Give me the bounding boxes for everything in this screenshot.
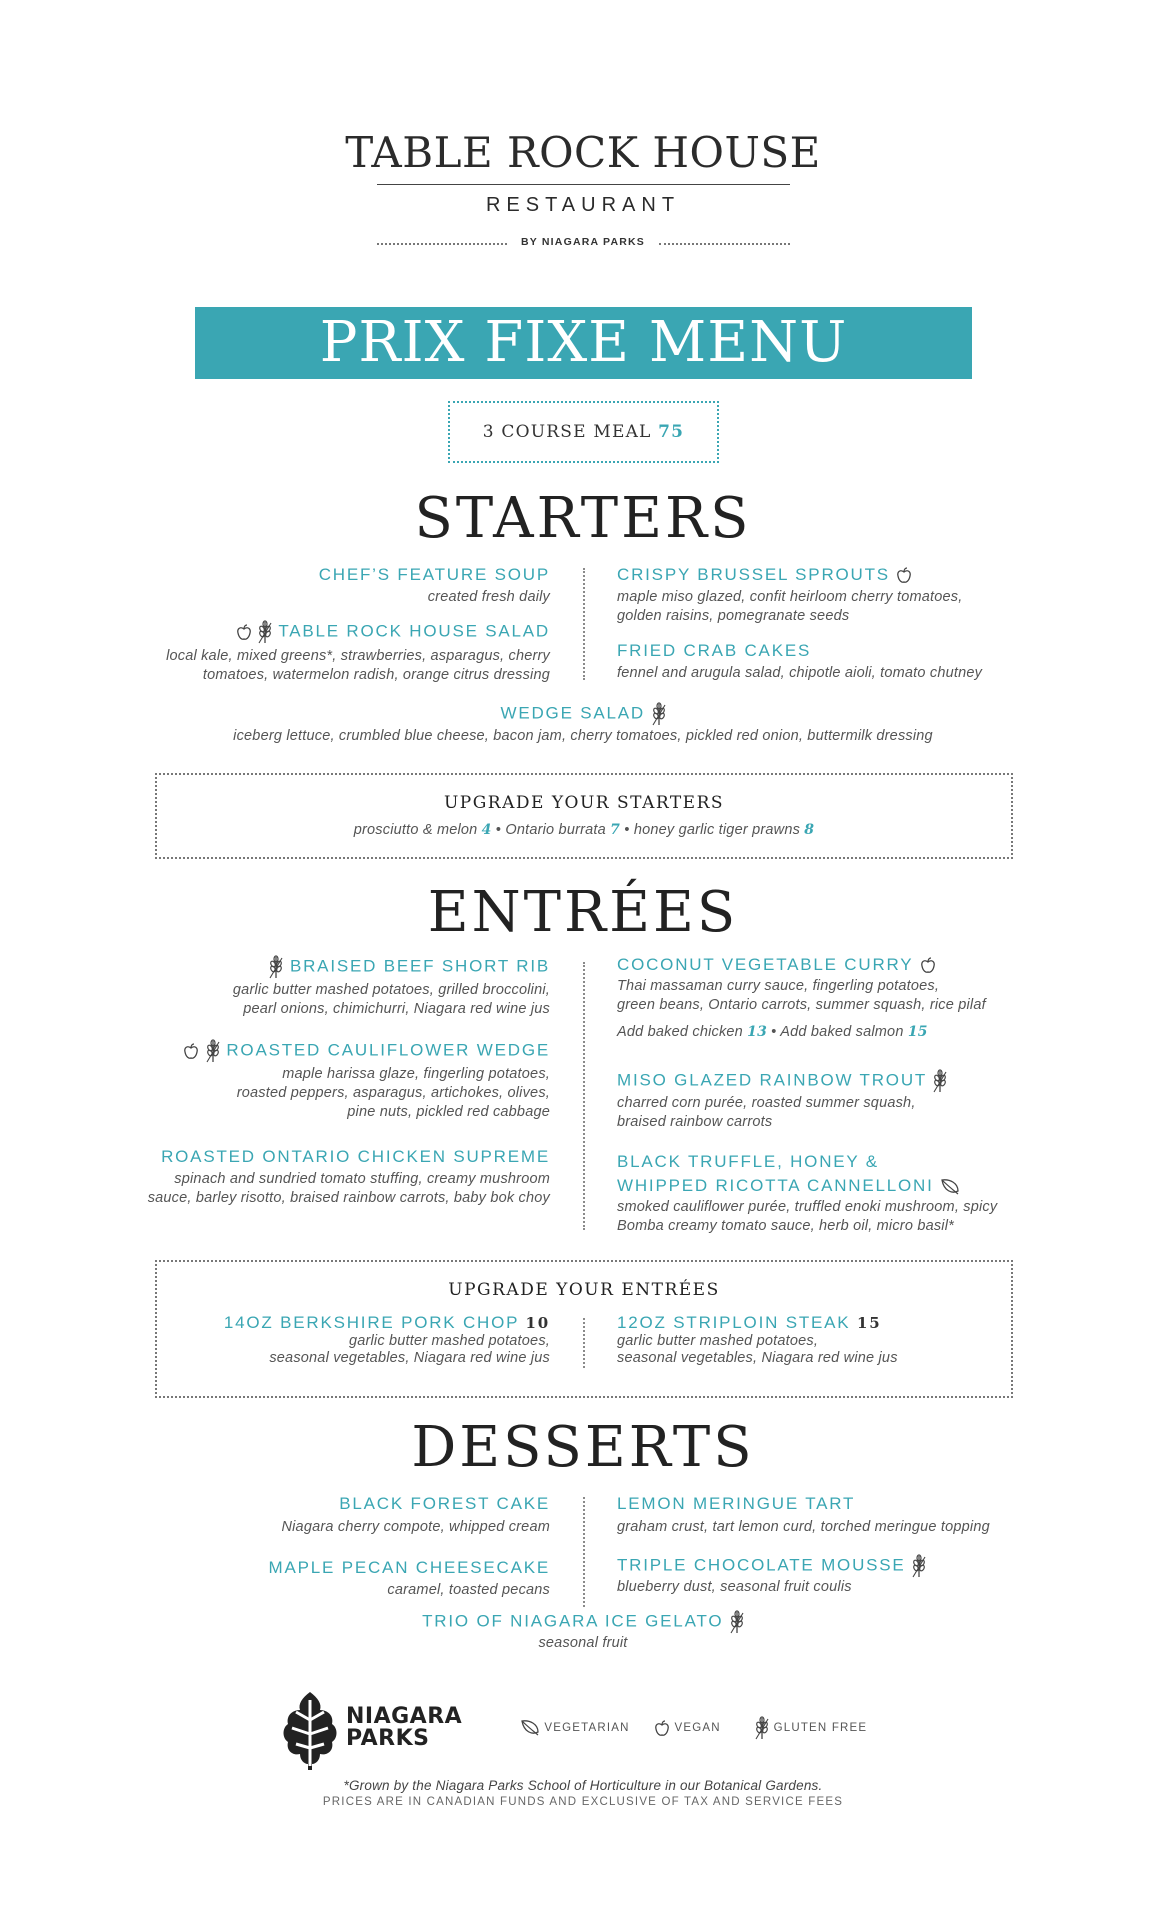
legend-label: GLUTEN FREE <box>773 1722 868 1735</box>
starters-divider <box>583 568 585 680</box>
restaurant-name: TABLE ROCK HOUSE <box>345 128 821 177</box>
upgrade-item-price: 8 <box>804 822 815 838</box>
item-desc-line: garlic butter mashed potatoes, grilled broccolini, <box>232 982 550 998</box>
legend-label: VEGETARIAN <box>544 1722 630 1735</box>
separator: • <box>495 822 502 838</box>
item-price: 10 <box>525 1314 550 1332</box>
item-name: 14OZ BERKSHIRE PORK CHOP <box>223 1313 519 1332</box>
dessert-black-forest <box>60 1494 550 1537</box>
upgrade-starters-title: UPGRADE YOUR STARTERS <box>443 793 725 813</box>
entrees-title: ENTRÉES <box>427 880 739 945</box>
item-desc-line: pine nuts, pickled red cabbage <box>347 1104 550 1120</box>
prices-note: PRICES ARE IN CANADIAN FUNDS AND EXCLUSIVE OF TAX AND SERVICE FEES <box>322 1796 844 1808</box>
item-name: MISO GLAZED RAINBOW TROUT <box>617 1070 927 1090</box>
logo-text-line1: NIAGARA <box>346 1704 463 1729</box>
item-desc-line: Thai massaman curry sauce, fingerling potatoes, <box>617 978 940 994</box>
vegan-icon <box>920 957 936 974</box>
legend-label: VEGAN <box>674 1722 721 1735</box>
upgrade-item-name: prosciutto & melon <box>353 822 478 838</box>
item-name: ROASTED CAULIFLOWER WEDGE <box>226 1040 550 1060</box>
item-desc-line: maple harissa glaze, fingerling potatoes, <box>282 1066 550 1082</box>
item-name: LEMON MERINGUE TART <box>617 1494 856 1513</box>
item-price: 15 <box>856 1314 882 1332</box>
starter-brussel-sprouts <box>617 565 1117 626</box>
entree-short-rib <box>60 955 550 1019</box>
item-name: FRIED CRAB CAKES <box>617 641 812 660</box>
upgrade-entrees-title: UPGRADE YOUR ENTRÉES <box>448 1280 720 1300</box>
entrees-divider <box>583 962 585 1230</box>
item-name: 12OZ STRIPLOIN STEAK <box>617 1313 851 1332</box>
item-desc-line: sauce, barley risotto, braised rainbow carrots, baby bok choy <box>147 1190 550 1206</box>
item-desc-line: golden raisins, pomegranate seeds <box>617 608 850 624</box>
logo-text-line2: PARKS <box>346 1726 430 1751</box>
starter-chefs-soup <box>60 565 550 607</box>
course-meal-text <box>450 403 717 461</box>
item-desc: caramel, toasted pecans <box>387 1582 550 1598</box>
vegan-icon <box>236 624 252 641</box>
upgrade-item-name: Ontario burrata <box>505 822 606 838</box>
gluten-free-icon <box>755 1716 769 1740</box>
item-name: TRIO OF NIAGARA ICE GELATO <box>422 1611 724 1631</box>
gluten-free-icon <box>206 1039 220 1063</box>
entree-cauliflower-wedge <box>60 1039 550 1122</box>
item-desc-line: roasted peppers, asparagus, artichokes, olives, <box>236 1085 550 1101</box>
upgrade-item-price: 7 <box>610 822 621 838</box>
upgrade-starters-items <box>157 821 1011 840</box>
by-line-dots-left <box>377 243 507 245</box>
addon-price: 13 <box>747 1024 768 1040</box>
desserts-divider <box>583 1497 585 1607</box>
by-line: BY NIAGARA PARKS <box>520 236 645 248</box>
item-name: MAPLE PECAN CHEESECAKE <box>268 1558 550 1577</box>
item-name: COCONUT VEGETABLE CURRY <box>617 955 914 974</box>
gluten-free-icon <box>269 955 283 979</box>
item-name: BLACK FOREST CAKE <box>339 1494 550 1513</box>
item-name: TRIPLE CHOCOLATE MOUSSE <box>617 1555 906 1575</box>
upgrade-entrees-divider <box>583 1318 585 1368</box>
separator: • <box>624 822 630 838</box>
item-desc-line: Bomba creamy tomato sauce, herb oil, micro basil* <box>617 1218 954 1234</box>
horticulture-note: *Grown by the Niagara Parks School of Horticulture in our Botanical Gardens. <box>343 1778 823 1793</box>
item-name: ROASTED ONTARIO CHICKEN SUPREME <box>161 1147 550 1166</box>
vegetarian-icon <box>520 1719 540 1737</box>
item-desc-line: maple miso glazed, confit heirloom cherry tomatoes, <box>617 589 963 605</box>
starter-crab-cakes <box>617 641 1137 683</box>
starter-wedge-salad <box>0 702 1166 746</box>
gluten-free-icon <box>258 620 272 644</box>
vegetarian-icon <box>940 1178 960 1196</box>
upgrade-starters-box <box>155 773 1013 859</box>
addon-label: Add baked salmon <box>780 1024 904 1040</box>
gluten-free-icon <box>730 1610 744 1634</box>
course-meal-box <box>448 401 719 463</box>
upgrade-pork-chop <box>160 1313 550 1367</box>
dessert-gelato <box>0 1610 1166 1653</box>
vegan-icon <box>183 1043 199 1060</box>
item-name: WEDGE SALAD <box>500 703 645 723</box>
item-name: TABLE ROCK HOUSE SALAD <box>278 621 550 641</box>
item-desc-line: charred corn purée, roasted summer squash, <box>617 1095 916 1111</box>
item-desc-line: smoked cauliflower purée, truffled enoki mushroom, spicy <box>617 1199 998 1215</box>
niagara-parks-logo <box>280 1690 480 1770</box>
item-desc: Niagara cherry compote, whipped cream <box>281 1519 550 1535</box>
upgrade-item-name: honey garlic tiger prawns <box>633 822 801 838</box>
item-desc-line: braised rainbow carrots <box>617 1114 773 1130</box>
item-desc-line: garlic butter mashed potatoes, <box>348 1333 550 1349</box>
dessert-lemon-tart <box>617 1494 1147 1537</box>
by-line-dots-right <box>659 243 790 245</box>
item-desc: created fresh daily <box>427 589 550 605</box>
dietary-legend <box>520 1716 867 1740</box>
gluten-free-icon <box>652 702 666 726</box>
gluten-free-icon <box>912 1554 926 1578</box>
addon-label: Add baked chicken <box>617 1024 743 1040</box>
vegan-icon <box>896 567 912 584</box>
addon-price: 15 <box>907 1024 928 1040</box>
item-desc-line: garlic butter mashed potatoes, <box>617 1333 819 1349</box>
item-desc-line: green beans, Ontario carrots, summer squash, rice pilaf <box>617 997 986 1013</box>
item-name: CHEF’S FEATURE SOUP <box>318 565 550 584</box>
upgrade-item-price: 4 <box>481 822 492 838</box>
item-name: BRAISED BEEF SHORT RIB <box>289 956 550 976</box>
desserts-title: DESSERTS <box>411 1415 755 1480</box>
dessert-maple-cheesecake <box>60 1558 550 1600</box>
starters-title: STARTERS <box>414 486 752 551</box>
banner-title: PRIX FIXE MENU <box>319 310 848 375</box>
vegan-icon <box>654 1720 670 1737</box>
restaurant-subtitle: RESTAURANT <box>485 194 681 216</box>
entree-coconut-curry <box>617 955 1137 1042</box>
item-desc: graham crust, tart lemon curd, torched meringue topping <box>617 1519 990 1535</box>
entree-chicken-supreme <box>40 1147 550 1208</box>
item-desc: blueberry dust, seasonal fruit coulis <box>617 1579 852 1595</box>
item-desc: fennel and arugula salad, chipotle aioli, tomato chutney <box>617 665 983 681</box>
header-rule <box>377 184 790 185</box>
upgrade-striploin <box>617 1313 1007 1367</box>
item-desc: iceberg lettuce, crumbled blue cheese, bacon jam, cherry tomatoes, pickled red onion, buttermilk dressing <box>233 728 933 744</box>
prix-fixe-banner <box>195 307 972 379</box>
item-desc: seasonal fruit <box>538 1635 628 1651</box>
course-meal-price: 75 <box>658 422 685 442</box>
item-desc-line: local kale, mixed greens*, strawberries, asparagus, cherry <box>166 648 550 664</box>
starter-table-rock-salad <box>60 620 550 685</box>
entree-cannelloni <box>617 1152 1137 1236</box>
separator: • <box>771 1024 777 1040</box>
gluten-free-icon <box>933 1069 947 1093</box>
item-desc-line: seasonal vegetables, Niagara red wine jus <box>269 1350 550 1366</box>
item-desc-line: spinach and sundried tomato stuffing, creamy mushroom <box>174 1171 550 1187</box>
curry-addons <box>617 1023 1137 1042</box>
item-name-line: BLACK TRUFFLE, HONEY & <box>617 1152 879 1171</box>
item-desc-line: tomatoes, watermelon radish, orange citrus dressing <box>202 667 550 683</box>
course-meal-label: 3 COURSE MEAL <box>482 422 652 442</box>
entree-rainbow-trout <box>617 1069 1117 1132</box>
dessert-chocolate-mousse <box>617 1554 1117 1597</box>
item-desc-line: pearl onions, chimichurri, Niagara red wine jus <box>243 1001 550 1017</box>
item-name: CRISPY BRUSSEL SPROUTS <box>617 565 890 584</box>
item-name-line: WHIPPED RICOTTA CANNELLONI <box>617 1176 934 1195</box>
item-desc-line: seasonal vegetables, Niagara red wine jus <box>617 1350 898 1366</box>
maple-leaf-icon <box>280 1690 340 1770</box>
